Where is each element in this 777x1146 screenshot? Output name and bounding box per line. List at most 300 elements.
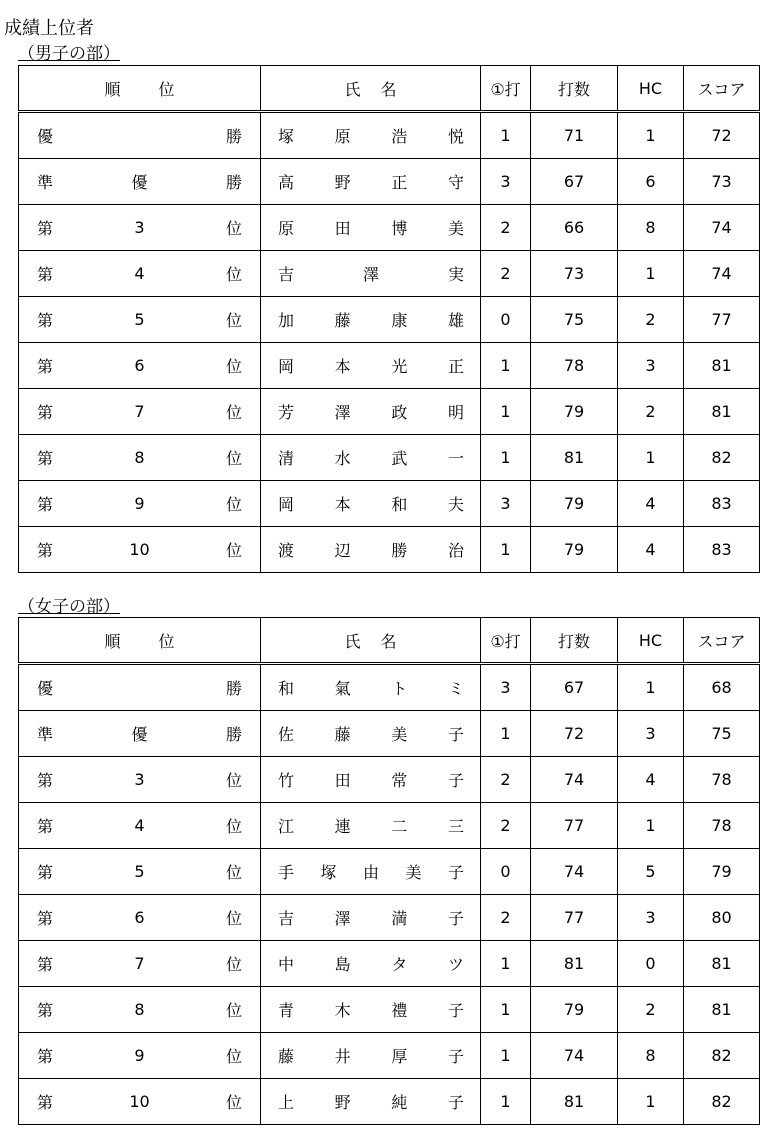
name-cell-char: 澤 [362,265,379,284]
table-row [19,112,760,159]
score-cell: 74 [684,205,760,251]
rank-cell-char: 位 [225,403,242,422]
table-row [19,664,760,711]
rank-cell-char: 位 [225,909,242,928]
name-cell-char: 厚 [391,1047,408,1066]
name-cell [261,757,481,803]
header-rank-char: 位 [158,631,175,651]
rank-cell-char: 優 [131,725,148,744]
rank-cell-char: 勝 [225,173,242,192]
hc-cell: 8 [618,205,684,251]
score-cell: 81 [684,987,760,1033]
name-cell-char: 渡 [278,541,295,560]
score-cell: 80 [684,895,760,941]
name-cell-char: 明 [447,403,464,422]
rank-cell-char: 第 [37,449,54,468]
first-hole-cell: 1 [481,112,531,159]
hc-cell: 2 [618,297,684,343]
table-row [19,757,760,803]
name-cell-char: 澤 [334,403,351,422]
name-cell-char: 二 [391,817,408,836]
name-cell-char: 高 [278,173,295,192]
name-cell-char: 正 [447,357,464,376]
name-cell-char: 青 [278,1001,295,1020]
first-hole-cell: 1 [481,527,531,573]
name-cell-char: 一 [447,449,464,468]
rank-cell [19,1079,261,1125]
name-cell [261,527,481,573]
name-cell-char: 塚 [320,863,337,882]
name-cell-char: 吉 [278,265,295,284]
rank-cell-char: 位 [225,541,242,560]
hc-cell: 2 [618,389,684,435]
table-row [19,435,760,481]
header-rank-char: 順 [104,79,121,99]
name-cell-char: 上 [278,1093,295,1112]
name-cell [261,205,481,251]
name-cell-char: 田 [334,219,351,238]
header-name-char: 氏 [344,79,361,99]
name-cell-char: 三 [447,817,464,836]
strokes-cell: 79 [531,527,618,573]
page-title: 成績上位者 [4,18,94,39]
score-cell: 68 [684,664,760,711]
table-row [19,159,760,205]
hc-cell: 0 [618,941,684,987]
rank-cell-char: 優 [37,679,54,698]
strokes-cell: 74 [531,1033,618,1079]
rank-cell [19,757,261,803]
score-cell: 75 [684,711,760,757]
header-name-char: 名 [380,79,397,99]
hc-cell: 4 [618,481,684,527]
name-cell-char: 吉 [278,909,295,928]
rank-cell-char: 第 [37,909,54,928]
table-row [19,941,760,987]
name-cell [261,251,481,297]
first-hole-cell: 3 [481,159,531,205]
name-cell-char: ミ [447,679,464,698]
rank-cell-char: 第 [37,1093,54,1112]
header-name [261,618,481,664]
header-rank-char: 位 [158,79,175,99]
table-row [19,1033,760,1079]
name-cell [261,389,481,435]
table-row [19,297,760,343]
strokes-cell: 79 [531,987,618,1033]
table-row [19,343,760,389]
name-cell-char: 常 [391,771,408,790]
name-cell-char: 美 [391,725,408,744]
name-cell [261,159,481,205]
header-strokes: 打数 [531,66,618,112]
score-cell: 83 [684,527,760,573]
rank-cell [19,343,261,389]
header-rank-char: 順 [104,631,121,651]
header-first-hole: ①打 [481,618,531,664]
name-cell-char: 芳 [278,403,295,422]
name-cell-char: 美 [447,219,464,238]
rank-cell-char: 位 [225,265,242,284]
header-first-hole: ①打 [481,66,531,112]
name-cell-char: 井 [334,1047,351,1066]
name-cell-char: 子 [447,1001,464,1020]
header-strokes: 打数 [531,618,618,664]
rank-cell-char: 3 [134,770,145,789]
rank-cell-char: 第 [37,357,54,376]
name-cell-char: 純 [391,1093,408,1112]
name-cell-char: 政 [391,403,408,422]
name-cell-char: 島 [334,955,351,974]
hc-cell: 1 [618,1079,684,1125]
table-row [19,849,760,895]
rank-cell [19,389,261,435]
hc-cell: 5 [618,849,684,895]
rank-cell-char: 勝 [225,725,242,744]
name-cell-char: 本 [334,495,351,514]
score-cell: 83 [684,481,760,527]
name-cell-char: 雄 [447,311,464,330]
name-cell-char: 野 [334,173,351,192]
first-hole-cell: 2 [481,757,531,803]
name-cell [261,1033,481,1079]
table-row [19,803,760,849]
strokes-cell: 73 [531,251,618,297]
strokes-cell: 75 [531,297,618,343]
hc-cell: 6 [618,159,684,205]
score-cell: 74 [684,251,760,297]
first-hole-cell: 0 [481,297,531,343]
score-cell: 82 [684,1079,760,1125]
hc-cell: 3 [618,711,684,757]
results-table-men [18,65,760,573]
hc-cell: 1 [618,435,684,481]
rank-cell-char: 6 [134,356,145,375]
rank-cell [19,664,261,711]
hc-cell: 1 [618,664,684,711]
name-cell-char: 博 [391,219,408,238]
name-cell-char: 光 [391,357,408,376]
name-cell-char: ト [391,679,408,698]
rank-cell-char: 位 [225,1093,242,1112]
name-cell [261,664,481,711]
rank-cell-char: 第 [37,1047,54,1066]
hc-cell: 2 [618,987,684,1033]
name-cell [261,297,481,343]
table-row [19,711,760,757]
name-cell-char: 子 [447,1047,464,1066]
name-cell-char: 野 [334,1093,351,1112]
rank-cell-char: 位 [225,311,242,330]
name-cell-char: ツ [447,955,464,974]
first-hole-cell: 1 [481,711,531,757]
name-cell-char: 藤 [278,1047,295,1066]
name-cell-char: 中 [278,955,295,974]
rank-cell-char: 優 [131,173,148,192]
name-cell-char: 連 [334,817,351,836]
score-cell: 81 [684,343,760,389]
first-hole-cell: 0 [481,849,531,895]
header-rank [19,618,261,664]
name-cell-char: 藤 [334,311,351,330]
name-cell-char: 子 [447,863,464,882]
rank-cell-char: 第 [37,265,54,284]
score-cell: 82 [684,1033,760,1079]
rank-cell-char: 3 [134,218,145,237]
strokes-cell: 67 [531,664,618,711]
strokes-cell: 77 [531,803,618,849]
strokes-cell: 66 [531,205,618,251]
rank-cell [19,803,261,849]
rank-cell-char: 8 [134,448,145,467]
rank-cell-char: 勝 [225,127,242,146]
hc-cell: 4 [618,527,684,573]
name-cell-char: 正 [391,173,408,192]
rank-cell-char: 6 [134,908,145,927]
table-row [19,481,760,527]
name-cell [261,941,481,987]
name-cell-char: 子 [447,909,464,928]
rank-cell-char: 8 [134,1000,145,1019]
name-cell-char: 子 [447,771,464,790]
rank-cell-char: 第 [37,863,54,882]
name-cell-char: 水 [334,449,351,468]
first-hole-cell: 1 [481,941,531,987]
name-cell-char: 勝 [391,541,408,560]
rank-cell-char: 4 [134,816,145,835]
rank-cell-char: 位 [225,357,242,376]
table-row [19,251,760,297]
table-row [19,987,760,1033]
name-cell-char: 加 [278,311,295,330]
rank-cell [19,895,261,941]
rank-cell-char: 位 [225,771,242,790]
strokes-cell: 74 [531,757,618,803]
name-cell-char: 由 [362,863,379,882]
score-cell: 72 [684,112,760,159]
first-hole-cell: 1 [481,343,531,389]
name-cell-char: 美 [405,863,422,882]
name-cell-char: 子 [447,1093,464,1112]
first-hole-cell: 1 [481,389,531,435]
name-cell-char: 禮 [391,1001,408,1020]
rank-cell [19,481,261,527]
name-cell-char: 悦 [447,127,464,146]
table-row [19,895,760,941]
name-cell-char: 子 [447,725,464,744]
rank-cell [19,941,261,987]
score-cell: 79 [684,849,760,895]
name-cell-char: 木 [334,1001,351,1020]
hc-cell: 3 [618,895,684,941]
strokes-cell: 67 [531,159,618,205]
name-cell-char: 夫 [447,495,464,514]
table-row [19,389,760,435]
first-hole-cell: 1 [481,435,531,481]
name-cell-char: 岡 [278,495,295,514]
hc-cell: 1 [618,803,684,849]
name-cell-char: 満 [391,909,408,928]
name-cell [261,803,481,849]
score-cell: 77 [684,297,760,343]
rank-cell-char: 位 [225,1047,242,1066]
rank-cell-char: 位 [225,449,242,468]
rank-cell-char: 位 [225,495,242,514]
rank-cell-char: 5 [134,310,145,329]
name-cell-char: 原 [334,127,351,146]
rank-cell-char: 位 [225,863,242,882]
name-cell [261,895,481,941]
header-hc: HC [618,618,684,664]
name-cell-char: 塚 [278,127,295,146]
name-cell-char: 本 [334,357,351,376]
strokes-cell: 81 [531,435,618,481]
name-cell-char: 浩 [391,127,408,146]
rank-cell-char: 9 [134,494,145,513]
first-hole-cell: 1 [481,1079,531,1125]
rank-cell-char: 位 [225,955,242,974]
rank-cell-char: 第 [37,495,54,514]
name-cell-char: 実 [447,265,464,284]
rank-cell-char: 第 [37,771,54,790]
strokes-cell: 78 [531,343,618,389]
name-cell-char: 藤 [334,725,351,744]
rank-cell-char: 第 [37,403,54,422]
score-cell: 81 [684,941,760,987]
rank-cell-char: 10 [129,1092,150,1111]
hc-cell: 4 [618,757,684,803]
name-cell-char: 武 [391,449,408,468]
rank-cell-char: 勝 [225,679,242,698]
strokes-cell: 74 [531,849,618,895]
rank-cell [19,159,261,205]
rank-cell [19,1033,261,1079]
header-hc: HC [618,66,684,112]
name-cell-char: 田 [334,771,351,790]
rank-cell-char: 準 [37,173,54,192]
rank-cell-char: 優 [37,127,54,146]
strokes-cell: 77 [531,895,618,941]
strokes-cell: 81 [531,941,618,987]
first-hole-cell: 3 [481,664,531,711]
results-table-women [18,617,760,1125]
name-cell-char: タ [391,955,408,974]
rank-cell-char: 7 [134,402,145,421]
score-cell: 78 [684,803,760,849]
name-cell [261,849,481,895]
table-row [19,1079,760,1125]
rank-cell [19,112,261,159]
name-cell-char: 康 [391,311,408,330]
rank-cell [19,987,261,1033]
rank-cell-char: 第 [37,1001,54,1020]
table-row [19,527,760,573]
score-cell: 81 [684,389,760,435]
header-score: スコア [684,618,760,664]
name-cell-char: 原 [278,219,295,238]
rank-cell-char: 7 [134,954,145,973]
name-cell-char: 佐 [278,725,295,744]
rank-cell-char: 第 [37,817,54,836]
rank-cell-char: 5 [134,862,145,881]
score-cell: 78 [684,757,760,803]
name-cell-char: 守 [447,173,464,192]
section-title-men: （男子の部） [18,44,120,64]
name-cell [261,343,481,389]
header-score: スコア [684,66,760,112]
header-rank [19,66,261,112]
rank-cell-char: 位 [225,817,242,836]
strokes-cell: 72 [531,711,618,757]
rank-cell-char: 9 [134,1046,145,1065]
hc-cell: 1 [618,112,684,159]
name-cell [261,987,481,1033]
first-hole-cell: 2 [481,205,531,251]
name-cell-char: 治 [447,541,464,560]
first-hole-cell: 1 [481,987,531,1033]
name-cell-char: 手 [278,863,295,882]
rank-cell [19,297,261,343]
table-row [19,205,760,251]
rank-cell-char: 10 [129,540,150,559]
hc-cell: 8 [618,1033,684,1079]
name-cell-char: 清 [278,449,295,468]
name-cell-char: 氣 [334,679,351,698]
table-header-row [19,66,760,112]
rank-cell [19,251,261,297]
rank-cell [19,849,261,895]
rank-cell-char: 第 [37,955,54,974]
rank-cell [19,527,261,573]
rank-cell [19,435,261,481]
rank-cell-char: 位 [225,1001,242,1020]
section-title-women: （女子の部） [18,597,120,617]
name-cell [261,481,481,527]
rank-cell-char: 準 [37,725,54,744]
rank-cell-char: 第 [37,541,54,560]
first-hole-cell: 2 [481,895,531,941]
name-cell-char: 辺 [334,541,351,560]
table-header-row [19,618,760,664]
first-hole-cell: 3 [481,481,531,527]
strokes-cell: 79 [531,481,618,527]
rank-cell-char: 第 [37,219,54,238]
strokes-cell: 81 [531,1079,618,1125]
name-cell-char: 江 [278,817,295,836]
header-name-char: 氏 [344,631,361,651]
rank-cell-char: 4 [134,264,145,283]
rank-cell [19,205,261,251]
strokes-cell: 79 [531,389,618,435]
header-name-char: 名 [380,631,397,651]
name-cell-char: 澤 [334,909,351,928]
rank-cell-char: 第 [37,311,54,330]
name-cell [261,435,481,481]
first-hole-cell: 2 [481,803,531,849]
name-cell-char: 和 [391,495,408,514]
name-cell [261,112,481,159]
first-hole-cell: 1 [481,1033,531,1079]
hc-cell: 3 [618,343,684,389]
name-cell-char: 和 [278,679,295,698]
name-cell-char: 岡 [278,357,295,376]
name-cell-char: 竹 [278,771,295,790]
score-cell: 82 [684,435,760,481]
strokes-cell: 71 [531,112,618,159]
name-cell [261,1079,481,1125]
score-cell: 73 [684,159,760,205]
rank-cell [19,711,261,757]
